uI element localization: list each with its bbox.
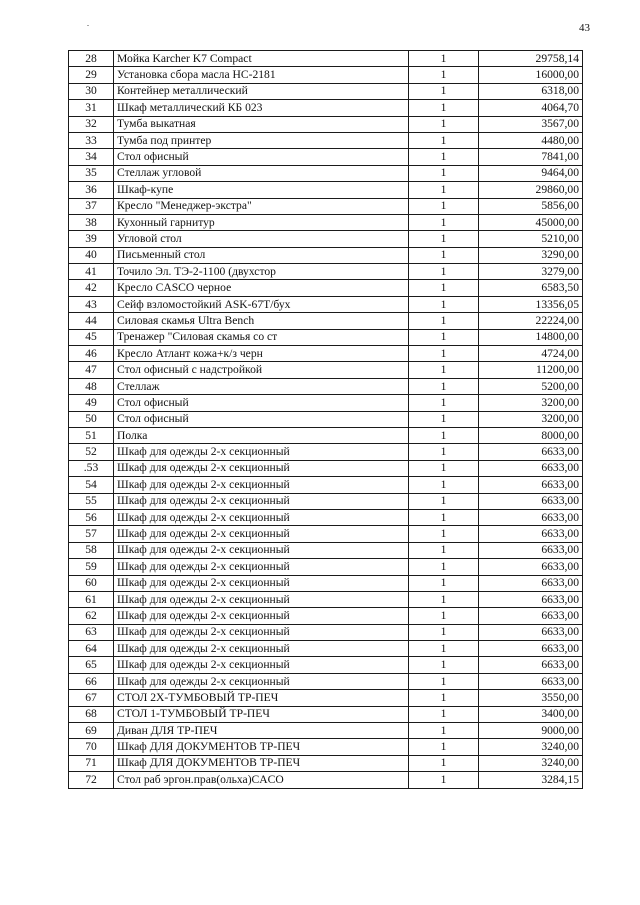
row-number-cell: .53 bbox=[69, 460, 114, 476]
item-name-cell: Контейнер металлический bbox=[114, 83, 409, 99]
amount-cell: 6633,00 bbox=[479, 444, 583, 460]
row-number-cell: 49 bbox=[69, 395, 114, 411]
quantity-cell: 1 bbox=[409, 264, 479, 280]
table-row bbox=[69, 198, 583, 214]
table-row bbox=[69, 723, 583, 739]
amount-cell: 6583,50 bbox=[479, 280, 583, 296]
quantity-cell: 1 bbox=[409, 411, 479, 427]
row-number-cell: 36 bbox=[69, 182, 114, 198]
amount-cell: 5856,00 bbox=[479, 198, 583, 214]
table-row bbox=[69, 231, 583, 247]
quantity-cell: 1 bbox=[409, 198, 479, 214]
quantity-cell: 1 bbox=[409, 608, 479, 624]
row-number-cell: 46 bbox=[69, 346, 114, 362]
table-row bbox=[69, 542, 583, 558]
table-row bbox=[69, 427, 583, 443]
item-name-cell: Точило Эл. ТЭ-2-1100 (двухстор bbox=[114, 264, 409, 280]
item-name-cell: Шкаф для одежды 2-х секционный bbox=[114, 608, 409, 624]
quantity-cell: 1 bbox=[409, 657, 479, 673]
table-row bbox=[69, 559, 583, 575]
row-number-cell: 69 bbox=[69, 723, 114, 739]
row-number-cell: 58 bbox=[69, 542, 114, 558]
table-row bbox=[69, 509, 583, 525]
item-name-cell: Шкаф для одежды 2-х секционный bbox=[114, 526, 409, 542]
amount-cell: 3567,00 bbox=[479, 116, 583, 132]
row-number-cell: 64 bbox=[69, 641, 114, 657]
quantity-cell: 1 bbox=[409, 51, 479, 67]
quantity-cell: 1 bbox=[409, 526, 479, 542]
row-number-cell: 35 bbox=[69, 165, 114, 181]
row-number-cell: 42 bbox=[69, 280, 114, 296]
table-row bbox=[69, 329, 583, 345]
amount-cell: 5200,00 bbox=[479, 378, 583, 394]
amount-cell: 4480,00 bbox=[479, 132, 583, 148]
amount-cell: 3240,00 bbox=[479, 755, 583, 771]
amount-cell: 6633,00 bbox=[479, 493, 583, 509]
row-number-cell: 55 bbox=[69, 493, 114, 509]
amount-cell: 11200,00 bbox=[479, 362, 583, 378]
amount-cell: 3279,00 bbox=[479, 264, 583, 280]
item-name-cell: Шкаф для одежды 2-х секционный bbox=[114, 509, 409, 525]
table-row bbox=[69, 575, 583, 591]
quantity-cell: 1 bbox=[409, 132, 479, 148]
amount-cell: 14800,00 bbox=[479, 329, 583, 345]
table-row bbox=[69, 460, 583, 476]
item-name-cell: Шкаф для одежды 2-х секционный bbox=[114, 542, 409, 558]
amount-cell: 22224,00 bbox=[479, 313, 583, 329]
row-number-cell: 72 bbox=[69, 772, 114, 788]
quantity-cell: 1 bbox=[409, 149, 479, 165]
quantity-cell: 1 bbox=[409, 575, 479, 591]
row-number-cell: 44 bbox=[69, 313, 114, 329]
amount-cell: 6633,00 bbox=[479, 657, 583, 673]
row-number-cell: 47 bbox=[69, 362, 114, 378]
scan-dot-mark: . bbox=[87, 19, 89, 28]
item-name-cell: Мойка Karcher K7 Compact bbox=[114, 51, 409, 67]
table-row bbox=[69, 444, 583, 460]
table-row bbox=[69, 313, 583, 329]
amount-cell: 5210,00 bbox=[479, 231, 583, 247]
item-name-cell: СТОЛ 1-ТУМБОВЫЙ ТР-ПЕЧ bbox=[114, 706, 409, 722]
amount-cell: 6633,00 bbox=[479, 641, 583, 657]
quantity-cell: 1 bbox=[409, 214, 479, 230]
amount-cell: 8000,00 bbox=[479, 427, 583, 443]
amount-cell: 6633,00 bbox=[479, 477, 583, 493]
quantity-cell: 1 bbox=[409, 509, 479, 525]
amount-cell: 6633,00 bbox=[479, 673, 583, 689]
row-number-cell: 45 bbox=[69, 329, 114, 345]
item-name-cell: Кресло "Менеджер-экстра" bbox=[114, 198, 409, 214]
amount-cell: 3290,00 bbox=[479, 247, 583, 263]
row-number-cell: 40 bbox=[69, 247, 114, 263]
table-row bbox=[69, 591, 583, 607]
item-name-cell: Шкаф для одежды 2-х секционный bbox=[114, 559, 409, 575]
item-name-cell: Шкаф ДЛЯ ДОКУМЕНТОВ ТР-ПЕЧ bbox=[114, 755, 409, 771]
amount-cell: 3200,00 bbox=[479, 411, 583, 427]
quantity-cell: 1 bbox=[409, 673, 479, 689]
row-number-cell: 59 bbox=[69, 559, 114, 575]
quantity-cell: 1 bbox=[409, 723, 479, 739]
amount-cell: 6318,00 bbox=[479, 83, 583, 99]
item-name-cell: Кухонный гарнитур bbox=[114, 214, 409, 230]
quantity-cell: 1 bbox=[409, 427, 479, 443]
quantity-cell: 1 bbox=[409, 67, 479, 83]
quantity-cell: 1 bbox=[409, 690, 479, 706]
quantity-cell: 1 bbox=[409, 542, 479, 558]
row-number-cell: 51 bbox=[69, 427, 114, 443]
table-row bbox=[69, 608, 583, 624]
quantity-cell: 1 bbox=[409, 182, 479, 198]
amount-cell: 4064,70 bbox=[479, 100, 583, 116]
amount-cell: 6633,00 bbox=[479, 608, 583, 624]
amount-cell: 45000,00 bbox=[479, 214, 583, 230]
item-name-cell: Угловой стол bbox=[114, 231, 409, 247]
item-name-cell: Шкаф металлический КБ 023 bbox=[114, 100, 409, 116]
item-name-cell: Стеллаж bbox=[114, 378, 409, 394]
table-row bbox=[69, 247, 583, 263]
amount-cell: 6633,00 bbox=[479, 509, 583, 525]
amount-cell: 6633,00 bbox=[479, 542, 583, 558]
table-row bbox=[69, 67, 583, 83]
amount-cell: 7841,00 bbox=[479, 149, 583, 165]
row-number-cell: 61 bbox=[69, 591, 114, 607]
quantity-cell: 1 bbox=[409, 641, 479, 657]
table-row bbox=[69, 362, 583, 378]
row-number-cell: 48 bbox=[69, 378, 114, 394]
item-name-cell: Стол офисный с надстройкой bbox=[114, 362, 409, 378]
row-number-cell: 34 bbox=[69, 149, 114, 165]
row-number-cell: 29 bbox=[69, 67, 114, 83]
quantity-cell: 1 bbox=[409, 493, 479, 509]
quantity-cell: 1 bbox=[409, 395, 479, 411]
quantity-cell: 1 bbox=[409, 477, 479, 493]
table-row bbox=[69, 378, 583, 394]
table-row bbox=[69, 214, 583, 230]
row-number-cell: 43 bbox=[69, 296, 114, 312]
table-row bbox=[69, 624, 583, 640]
row-number-cell: 56 bbox=[69, 509, 114, 525]
row-number-cell: 60 bbox=[69, 575, 114, 591]
table-row bbox=[69, 673, 583, 689]
table-row bbox=[69, 264, 583, 280]
quantity-cell: 1 bbox=[409, 247, 479, 263]
item-name-cell: Установка сбора масла НС-2181 bbox=[114, 67, 409, 83]
table-row bbox=[69, 395, 583, 411]
table-row bbox=[69, 641, 583, 657]
item-name-cell: Шкаф для одежды 2-х секционный bbox=[114, 493, 409, 509]
item-name-cell: Шкаф для одежды 2-х секционный bbox=[114, 673, 409, 689]
quantity-cell: 1 bbox=[409, 739, 479, 755]
item-name-cell: Тумба выкатная bbox=[114, 116, 409, 132]
row-number-cell: 52 bbox=[69, 444, 114, 460]
item-name-cell: Шкаф-купе bbox=[114, 182, 409, 198]
amount-cell: 3550,00 bbox=[479, 690, 583, 706]
item-name-cell: Шкаф для одежды 2-х секционный bbox=[114, 575, 409, 591]
row-number-cell: 63 bbox=[69, 624, 114, 640]
table-row bbox=[69, 165, 583, 181]
quantity-cell: 1 bbox=[409, 378, 479, 394]
quantity-cell: 1 bbox=[409, 460, 479, 476]
row-number-cell: 68 bbox=[69, 706, 114, 722]
item-name-cell: Шкаф для одежды 2-х секционный bbox=[114, 591, 409, 607]
row-number-cell: 33 bbox=[69, 132, 114, 148]
amount-cell: 6633,00 bbox=[479, 559, 583, 575]
item-name-cell: Стол раб эргон.прав(ольха)CACO bbox=[114, 772, 409, 788]
amount-cell: 6633,00 bbox=[479, 575, 583, 591]
row-number-cell: 28 bbox=[69, 51, 114, 67]
table-row bbox=[69, 83, 583, 99]
table-row bbox=[69, 346, 583, 362]
table-row bbox=[69, 296, 583, 312]
table-row bbox=[69, 657, 583, 673]
item-name-cell: Шкаф для одежды 2-х секционный bbox=[114, 460, 409, 476]
table-row bbox=[69, 755, 583, 771]
item-name-cell: Шкаф для одежды 2-х секционный bbox=[114, 657, 409, 673]
page-number: 43 bbox=[579, 22, 590, 34]
row-number-cell: 62 bbox=[69, 608, 114, 624]
quantity-cell: 1 bbox=[409, 444, 479, 460]
quantity-cell: 1 bbox=[409, 296, 479, 312]
inventory-table bbox=[68, 50, 583, 789]
quantity-cell: 1 bbox=[409, 83, 479, 99]
amount-cell: 9000,00 bbox=[479, 723, 583, 739]
table-row bbox=[69, 132, 583, 148]
quantity-cell: 1 bbox=[409, 591, 479, 607]
table-row bbox=[69, 182, 583, 198]
amount-cell: 3200,00 bbox=[479, 395, 583, 411]
quantity-cell: 1 bbox=[409, 559, 479, 575]
quantity-cell: 1 bbox=[409, 231, 479, 247]
item-name-cell: Кресло Атлант кожа+к/з черн bbox=[114, 346, 409, 362]
amount-cell: 3400,00 bbox=[479, 706, 583, 722]
amount-cell: 6633,00 bbox=[479, 591, 583, 607]
item-name-cell: Стеллаж угловой bbox=[114, 165, 409, 181]
row-number-cell: 31 bbox=[69, 100, 114, 116]
table-row bbox=[69, 477, 583, 493]
item-name-cell: Кресло CASCO черное bbox=[114, 280, 409, 296]
item-name-cell: Стол офисный bbox=[114, 149, 409, 165]
item-name-cell: Диван ДЛЯ ТР-ПЕЧ bbox=[114, 723, 409, 739]
item-name-cell: Шкаф для одежды 2-х секционный bbox=[114, 477, 409, 493]
quantity-cell: 1 bbox=[409, 772, 479, 788]
item-name-cell: Тумба под принтер bbox=[114, 132, 409, 148]
quantity-cell: 1 bbox=[409, 100, 479, 116]
row-number-cell: 57 bbox=[69, 526, 114, 542]
item-name-cell: Шкаф для одежды 2-х секционный bbox=[114, 444, 409, 460]
quantity-cell: 1 bbox=[409, 116, 479, 132]
amount-cell: 29758,14 bbox=[479, 51, 583, 67]
quantity-cell: 1 bbox=[409, 755, 479, 771]
amount-cell: 16000,00 bbox=[479, 67, 583, 83]
quantity-cell: 1 bbox=[409, 329, 479, 345]
row-number-cell: 71 bbox=[69, 755, 114, 771]
amount-cell: 3284,15 bbox=[479, 772, 583, 788]
item-name-cell: СТОЛ 2Х-ТУМБОВЫЙ ТР-ПЕЧ bbox=[114, 690, 409, 706]
item-name-cell: Полка bbox=[114, 427, 409, 443]
item-name-cell: Стол офисный bbox=[114, 395, 409, 411]
row-number-cell: 38 bbox=[69, 214, 114, 230]
item-name-cell: Тренажер "Силовая скамья со ст bbox=[114, 329, 409, 345]
row-number-cell: 66 bbox=[69, 673, 114, 689]
amount-cell: 29860,00 bbox=[479, 182, 583, 198]
row-number-cell: 67 bbox=[69, 690, 114, 706]
quantity-cell: 1 bbox=[409, 165, 479, 181]
row-number-cell: 30 bbox=[69, 83, 114, 99]
row-number-cell: 65 bbox=[69, 657, 114, 673]
item-name-cell: Шкаф для одежды 2-х секционный bbox=[114, 624, 409, 640]
row-number-cell: 41 bbox=[69, 264, 114, 280]
item-name-cell: Сейф взломостойкий ASK-67T/бух bbox=[114, 296, 409, 312]
row-number-cell: 50 bbox=[69, 411, 114, 427]
amount-cell: 6633,00 bbox=[479, 526, 583, 542]
amount-cell: 13356,05 bbox=[479, 296, 583, 312]
quantity-cell: 1 bbox=[409, 624, 479, 640]
table-row bbox=[69, 690, 583, 706]
quantity-cell: 1 bbox=[409, 362, 479, 378]
table-row bbox=[69, 739, 583, 755]
inventory-table-body bbox=[69, 51, 583, 789]
table-row bbox=[69, 411, 583, 427]
quantity-cell: 1 bbox=[409, 346, 479, 362]
item-name-cell: Шкаф для одежды 2-х секционный bbox=[114, 641, 409, 657]
table-row bbox=[69, 149, 583, 165]
quantity-cell: 1 bbox=[409, 313, 479, 329]
table-row bbox=[69, 116, 583, 132]
table-row bbox=[69, 526, 583, 542]
amount-cell: 9464,00 bbox=[479, 165, 583, 181]
row-number-cell: 32 bbox=[69, 116, 114, 132]
table-row bbox=[69, 100, 583, 116]
amount-cell: 3240,00 bbox=[479, 739, 583, 755]
table-row bbox=[69, 51, 583, 67]
table-row bbox=[69, 493, 583, 509]
item-name-cell: Силовая скамья Ultra Bench bbox=[114, 313, 409, 329]
row-number-cell: 39 bbox=[69, 231, 114, 247]
row-number-cell: 70 bbox=[69, 739, 114, 755]
item-name-cell: Стол офисный bbox=[114, 411, 409, 427]
quantity-cell: 1 bbox=[409, 706, 479, 722]
table-row bbox=[69, 706, 583, 722]
amount-cell: 6633,00 bbox=[479, 460, 583, 476]
quantity-cell: 1 bbox=[409, 280, 479, 296]
table-row bbox=[69, 280, 583, 296]
amount-cell: 6633,00 bbox=[479, 624, 583, 640]
item-name-cell: Письменный стол bbox=[114, 247, 409, 263]
row-number-cell: 54 bbox=[69, 477, 114, 493]
amount-cell: 4724,00 bbox=[479, 346, 583, 362]
table-row bbox=[69, 772, 583, 788]
item-name-cell: Шкаф ДЛЯ ДОКУМЕНТОВ ТР-ПЕЧ bbox=[114, 739, 409, 755]
row-number-cell: 37 bbox=[69, 198, 114, 214]
